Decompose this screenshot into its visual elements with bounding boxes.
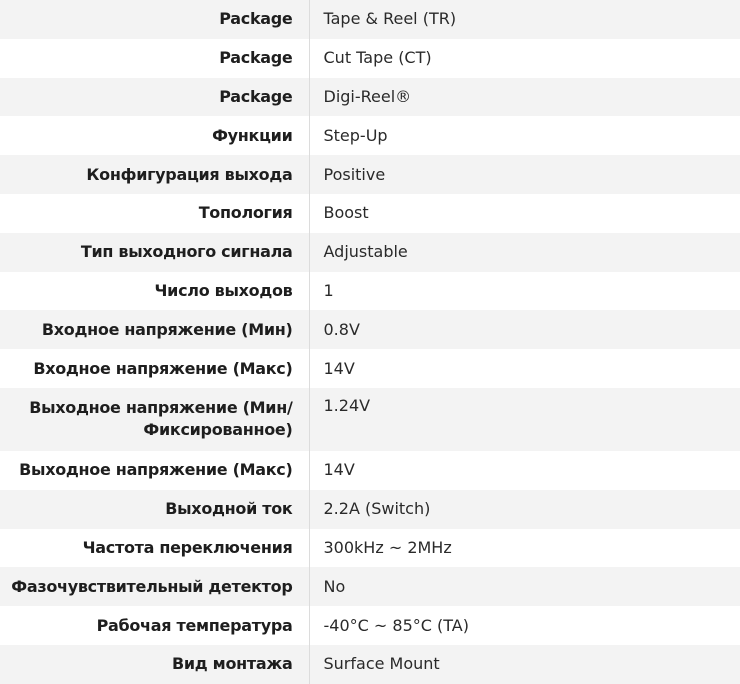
row-label: Топология bbox=[0, 194, 309, 233]
row-label: Выходное напряжение (Макс) bbox=[0, 451, 309, 490]
table-row bbox=[0, 155, 740, 194]
row-value: 0.8V bbox=[323, 319, 360, 339]
table-row bbox=[0, 529, 740, 568]
table-row bbox=[0, 645, 740, 684]
row-label: Входное напряжение (Макс) bbox=[0, 349, 309, 388]
row-value: 2.2A (Switch) bbox=[323, 499, 431, 519]
table-row bbox=[0, 116, 740, 155]
table-row bbox=[0, 272, 740, 311]
row-value: No bbox=[323, 576, 346, 596]
row-value: 14V bbox=[323, 460, 355, 480]
row-value: Cut Tape (CT) bbox=[323, 48, 432, 68]
table-row bbox=[0, 39, 740, 78]
table-row bbox=[0, 567, 740, 606]
table-row bbox=[0, 388, 740, 451]
row-label: Фазочувствительный детектор bbox=[0, 567, 309, 606]
row-label: Package bbox=[0, 78, 309, 117]
row-value: Digi-Reel® bbox=[323, 86, 412, 106]
row-value: Step-Up bbox=[323, 125, 388, 145]
row-label: Выходной ток bbox=[0, 490, 309, 529]
table-row bbox=[0, 451, 740, 490]
row-label: Функции bbox=[0, 116, 309, 155]
table-row bbox=[0, 194, 740, 233]
table-row bbox=[0, 78, 740, 117]
row-label: Package bbox=[0, 0, 309, 39]
table-row bbox=[0, 490, 740, 529]
row-value: Positive bbox=[323, 164, 386, 184]
row-label: Рабочая температура bbox=[0, 606, 309, 645]
row-value: 1 bbox=[323, 280, 334, 300]
row-value: 14V bbox=[323, 358, 355, 378]
table-row bbox=[0, 310, 740, 349]
row-label: Входное напряжение (Мин) bbox=[0, 310, 309, 349]
row-label: Число выходов bbox=[0, 272, 309, 311]
row-label: Частота переключения bbox=[0, 529, 309, 568]
row-value: Tape & Reel (TR) bbox=[323, 9, 457, 29]
row-label: Вид монтажа bbox=[0, 645, 309, 684]
row-label: Тип выходного сигнала bbox=[0, 233, 309, 272]
row-label: Конфигурация выхода bbox=[0, 155, 309, 194]
table-row bbox=[0, 233, 740, 272]
table-row bbox=[0, 0, 740, 39]
row-value: 300kHz ~ 2MHz bbox=[323, 537, 452, 557]
row-value: Boost bbox=[323, 203, 369, 223]
row-label: Выходное напряжение (Мин/Фиксированное) bbox=[0, 388, 309, 451]
table-row bbox=[0, 606, 740, 645]
table-row bbox=[0, 349, 740, 388]
row-value: 1.24V bbox=[323, 395, 371, 415]
row-value: Surface Mount bbox=[323, 654, 440, 674]
row-value: Adjustable bbox=[323, 242, 408, 262]
row-label: Package bbox=[0, 39, 309, 78]
row-value: -40°C ~ 85°C (TA) bbox=[323, 615, 469, 635]
